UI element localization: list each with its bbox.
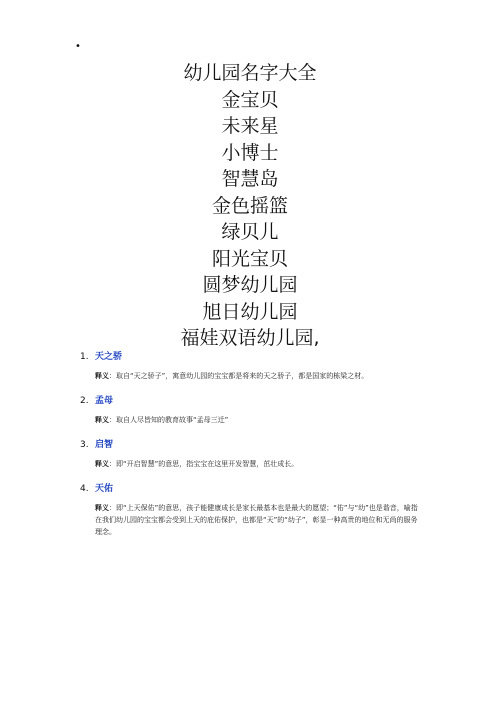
item-explanation (80, 458, 420, 470)
explanation-text: ：即“上天保佑”的意思，孩子能健康成长是家长最基本也是最大的愿望；“佑”与“幼”也是谐音，喻指在我们幼儿园的宝宝都会受到上天的庇佑保护，也都是“天”的“幼子”，彰显一种高贵的地位和无尚的服务理念。 (95, 504, 418, 536)
item-explanation (80, 502, 420, 538)
explanation-text: ：取自“天之骄子”，寓意幼儿园的宝宝都是将来的天之骄子，都是国家的栋梁之材。 (109, 372, 369, 380)
item-name: 启智 (95, 440, 114, 450)
name-explanations (80, 350, 420, 550)
item-name: 孟母 (95, 396, 114, 406)
explanation-label: 释义 (95, 372, 109, 380)
explanation-label: 释义 (95, 416, 109, 424)
title-item: 福娃双语幼儿园, (180, 327, 320, 349)
title-item: 圆梦幼儿园 (202, 274, 298, 296)
bullet-mark: • (75, 41, 81, 52)
item-number: 3. (80, 440, 89, 450)
item-explanation (80, 370, 420, 382)
title-item: 金宝贝 (221, 88, 279, 111)
title-list (0, 60, 500, 352)
explanation-text: ：即“开启智慧”的意思，指宝宝在这里开发智慧，茁壮成长。 (109, 460, 299, 468)
list-item (80, 350, 420, 382)
explanation-label: 释义 (95, 504, 109, 512)
list-item (80, 394, 420, 426)
item-name: 天佑 (95, 484, 114, 494)
title-item: 旭日幼儿园 (202, 300, 298, 323)
title-item: 未来星 (221, 115, 279, 137)
explanation-label: 释义 (95, 460, 109, 468)
item-number: 1. (80, 352, 89, 362)
item-explanation (80, 414, 420, 426)
list-item (80, 482, 420, 538)
item-name: 天之骄 (95, 352, 123, 362)
list-item (80, 438, 420, 470)
title-item: 绿贝儿 (221, 221, 279, 243)
explanation-text: ：取自人尽皆知的教育故事“孟母三迁” (109, 416, 229, 424)
title-item: 金色摇篮 (211, 194, 288, 217)
title-item: 小博士 (221, 141, 279, 164)
title-item: 智慧岛 (221, 168, 279, 190)
item-number: 2. (80, 396, 89, 406)
title-heading: 幼儿园名字大全 (183, 62, 317, 84)
title-item: 阳光宝贝 (211, 247, 288, 270)
item-number: 4. (80, 484, 89, 494)
